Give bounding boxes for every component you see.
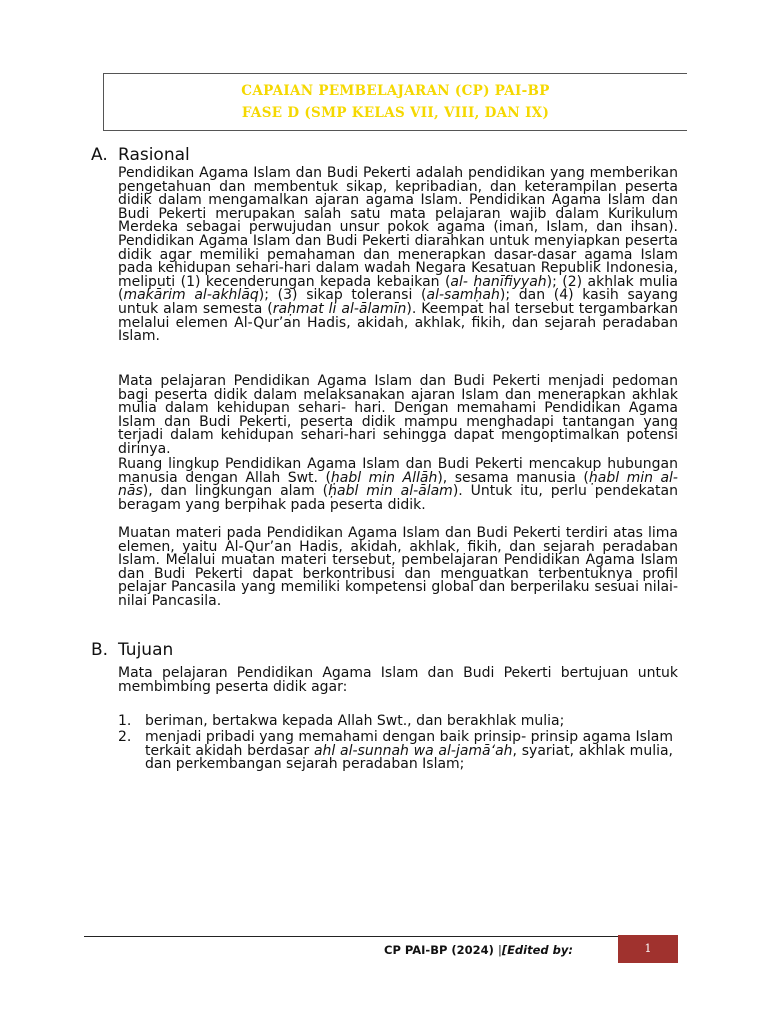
text-segment: menjadi pribadi yang memahami dengan baik prinsip- prinsip agama Islam terkait akidah berdasar: [145, 729, 673, 759]
footer-separator: |: [497, 943, 502, 957]
text-segment: ), dan lingkungan alam (: [142, 483, 329, 500]
text-segment: ), sesama manusia (: [437, 469, 589, 486]
list-text: [145, 731, 673, 772]
text-segment: , syariat, akhlak mulia, dan perkembangan sejarah peradaban Islam;: [145, 742, 674, 773]
italic-term: raḥmat li al-ālamīn: [272, 300, 407, 317]
footer-divider: [84, 936, 678, 937]
list-text: beriman, bertakwa kepada Allah Swt., dan berakhlak mulia;: [145, 713, 565, 729]
footer-label: [384, 943, 573, 957]
page-number: 1: [618, 935, 678, 963]
italic-term: al-samḥah: [426, 287, 500, 304]
text-segment: Pendidikan Agama Islam dan Budi Pekerti adalah pendidikan yang memberikan pengetahuan dan membentuk sikap, kepribadian, dan keterampilan peserta didik dalam mengamalkan ajaran agama Islam. Pendidikan Agama Islam dan Budi Pekerti merupakan salah satu mata pelajaran wajib dalam Kurikulum Merdeka sebagai perwujudan unsur pokok agama (iman, Islam, dan ihsan). Pendidikan Agama Islam dan Budi Pekerti diarahkan untuk menyiapkan peserta didik agar memiliki pemahaman dan menerapkan dasar-dasar agama Islam pada kehidupan sehari-hari dalam wadah Negara Kesatuan Republik Indonesia, meliputi (1) kecenderungan kepada kebaikan (: [118, 165, 678, 290]
rasional-paragraph-1: [118, 167, 678, 344]
italic-term: ḥabl min Allāh: [330, 469, 438, 486]
list-number: 2.: [118, 729, 132, 745]
rasional-paragraph-2: Mata pelajaran Pendidikan Agama Islam dan Budi Pekerti menjadi pedoman bagi peserta didik dalam melaksanakan ajaran Islam dan menerapkan akhlak mulia dalam kehidupan sehari- hari. Dengan memahami Pendidikan Agama Islam dan Budi Pekerti, peserta didik mampu menghadapi tantangan yang terjadi dalam kehidupan sehari-hari sehingga dapat mengoptimalkan potensi dirinya.: [118, 373, 678, 457]
tujuan-intro: Mata pelajaran Pendidikan Agama Islam dan Budi Pekerti bertujuan untuk membimbing peserta didik agar:: [118, 665, 678, 695]
text-segment: Ruang lingkup Pendidikan Agama Islam dan Budi Pekerti mencakup hubungan manusia dengan Allah Swt. (: [118, 456, 678, 486]
italic-term: ḥabl min al-ālam: [328, 483, 453, 500]
document-subtitle: FASE D (SMP KELAS VII, VIII, DAN IX): [241, 105, 550, 121]
italic-term: al- ḥanīfiyyah: [450, 273, 547, 290]
text-segment: ); dan (4) kasih sayang untuk alam semesta (: [118, 287, 678, 317]
italic-term: ḥabl min al-nās: [118, 469, 678, 500]
rasional-paragraph-4: Muatan materi pada Pendidikan Agama Islam dan Budi Pekerti terdiri atas lima elemen, yaitu Al-Qur’an Hadis, akidah, akhlak, fikih, dan sejarah peradaban Islam. Melalui muatan materi tersebut, pembelajaran Pendidikan Agama Islam dan Budi Pekerti dapat berkontribusi dan menguatkan terbentuknya profil pelajar Pancasila yang memiliki kompetensi global dan berperilaku sesuai nilai-nilai Pancasila.: [118, 525, 678, 609]
text-segment: ); (3) sikap toleransi (: [258, 287, 427, 304]
section-b-letter: B.: [91, 640, 109, 660]
italic-term: ahl al-sunnah wa al-jamā‘ah: [313, 742, 513, 759]
text-segment: ); (2) akhlak mulia (: [118, 273, 678, 304]
section-a-title: Rasional: [118, 145, 190, 165]
footer-document-code: CP PAI-BP (2024): [384, 943, 494, 957]
footer-edited: [Edited by:: [501, 943, 573, 957]
text-segment: ). Keempat hal tersebut tergambarkan melalui elemen Al-Qur’an Hadis, akidah, akhlak, fikih, dan sejarah peradaban Islam.: [118, 300, 679, 345]
title-box: [103, 73, 687, 131]
rasional-paragraph-3: [118, 458, 678, 512]
list-number: 1.: [118, 713, 132, 729]
italic-term: makārim al-akhlāq: [123, 287, 259, 304]
text-segment: ). Untuk itu, perlu pendekatan beragam yang berpihak pada peserta didik.: [118, 483, 678, 513]
document-title: CAPAIAN PEMBELAJARAN (CP) PAI-BP: [241, 83, 550, 99]
section-b-title: Tujuan: [118, 640, 174, 660]
section-a-letter: A.: [91, 145, 108, 165]
